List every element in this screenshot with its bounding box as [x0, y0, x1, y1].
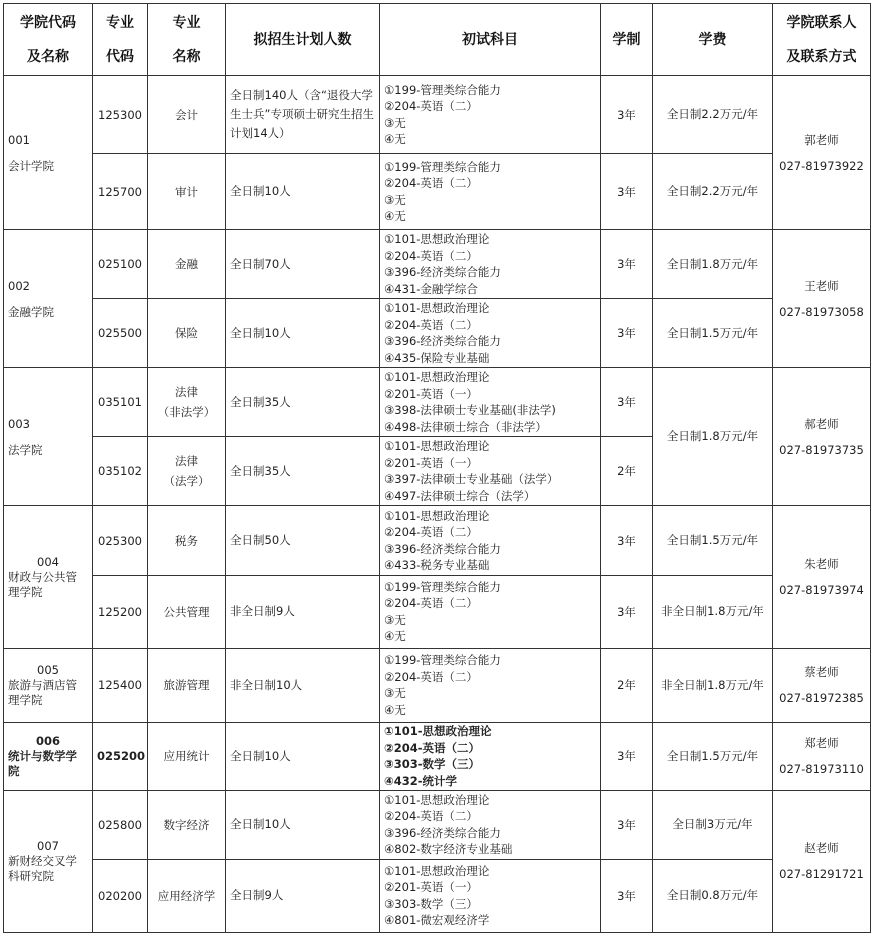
college-code: 004 [37, 554, 59, 569]
subject-item: ①101-思想政治理论 [384, 863, 490, 878]
subject-item: ③无 [384, 192, 406, 207]
plan-cell: 非全日制9人 [226, 575, 380, 648]
college-name: 新财经交叉学科研究院 [8, 853, 77, 883]
subject-item: ②204-英语（二） [384, 99, 478, 114]
subjects-cell [380, 437, 601, 506]
subject-item: ①101-思想政治理论 [384, 439, 490, 454]
contact-phone: 027-81973110 [779, 762, 864, 777]
major-name: 保险 [148, 299, 226, 368]
college-code: 007 [37, 838, 59, 853]
college-code: 002 [8, 278, 30, 293]
contact-name: 王老师 [804, 278, 839, 293]
subject-item: ①101-思想政治理论 [384, 232, 490, 247]
fee-header: 学费 [653, 4, 773, 76]
subject-item: ①101-思想政治理论 [384, 792, 490, 807]
contact-cell [773, 648, 871, 722]
subject-item: ②204-英语（二） [384, 176, 478, 191]
major-code: 025800 [93, 790, 148, 859]
major-name: 税务 [148, 506, 226, 575]
contact-cell [773, 76, 871, 230]
college-code: 006 [35, 733, 60, 748]
major-code-header: 专业 代码 [93, 4, 148, 76]
major-code: 035102 [93, 437, 148, 506]
table-row [4, 76, 871, 154]
subject-item: ②201-英语（一） [384, 455, 478, 470]
duration-header: 学制 [601, 4, 653, 76]
subject-item: ④498-法律硕士综合（非法学） [384, 419, 547, 434]
table-row [4, 859, 871, 932]
plan-cell: 全日制35人 [226, 368, 380, 437]
fee-cell: 全日制2.2万元/年 [653, 154, 773, 230]
duration-cell: 3年 [601, 230, 653, 299]
subjects-cell [380, 506, 601, 575]
subject-item: ④802-数字经济专业基础 [384, 842, 513, 857]
table-row [4, 154, 871, 230]
duration-cell: 3年 [601, 722, 653, 790]
duration-cell: 3年 [601, 790, 653, 859]
table-row [4, 648, 871, 722]
subjects-cell [380, 154, 601, 230]
subject-item: ③396-经济类综合能力 [384, 265, 501, 280]
contact-name: 蔡老师 [804, 665, 839, 680]
college-header: 学院代码 及名称 [4, 4, 93, 76]
duration-cell: 3年 [601, 154, 653, 230]
table-row [4, 506, 871, 575]
major-code: 035101 [93, 368, 148, 437]
major-name: 会计 [148, 76, 226, 154]
subject-item: ①101-思想政治理论 [384, 370, 490, 385]
major-name: 公共管理 [148, 575, 226, 648]
major-code: 125400 [93, 648, 148, 722]
table-row [4, 790, 871, 859]
duration-cell: 3年 [601, 575, 653, 648]
duration-cell: 2年 [601, 648, 653, 722]
table-row [4, 299, 871, 368]
fee-cell: 全日制1.5万元/年 [653, 722, 773, 790]
fee-cell: 全日制0.8万元/年 [653, 859, 773, 932]
subject-item: ③396-经济类综合能力 [384, 334, 501, 349]
subjects-cell [380, 648, 601, 722]
subject-item: ①101-思想政治理论 [384, 301, 490, 316]
table-row [4, 722, 871, 790]
duration-cell: 3年 [601, 299, 653, 368]
subject-item: ③303-数学（三） [384, 757, 481, 772]
contact-cell [773, 790, 871, 932]
contact-header: 学院联系人 及联系方式 [773, 4, 871, 76]
contact-phone: 027-81972385 [779, 691, 864, 706]
subject-item: ②204-英语（二） [384, 740, 481, 755]
subject-item: ②204-英语（二） [384, 525, 478, 539]
subject-item: ②204-英语（二） [384, 669, 478, 684]
major-code: 025300 [93, 506, 148, 575]
duration-cell: 3年 [601, 76, 653, 154]
contact-phone: 027-81973974 [779, 583, 864, 598]
plan-cell: 全日制10人 [226, 299, 380, 368]
fee-cell: 全日制1.8万元/年 [653, 230, 773, 299]
subjects-cell [380, 790, 601, 859]
plan-cell: 全日制9人 [226, 859, 380, 932]
subject-item: ④801-微宏观经济学 [384, 913, 490, 928]
subject-item: ④无 [384, 702, 406, 717]
subjects-cell [380, 575, 601, 648]
subject-item: ③396-经济类综合能力 [384, 541, 501, 556]
subject-item: ②204-英语（二） [384, 809, 478, 824]
subject-item: ④无 [384, 209, 406, 224]
major-code: 020200 [93, 859, 148, 932]
exam-header: 初试科目 [380, 4, 601, 76]
college-cell [4, 230, 93, 368]
subject-item: ③无 [384, 115, 406, 130]
fee-cell: 全日制1.5万元/年 [653, 299, 773, 368]
subjects-cell [380, 76, 601, 154]
duration-cell: 3年 [601, 368, 653, 437]
fee-cell: 全日制1.8万元/年 [653, 368, 773, 506]
fee-cell: 全日制3万元/年 [653, 790, 773, 859]
college-code: 001 [8, 132, 30, 147]
subject-item: ②201-英语（一） [384, 386, 478, 401]
contact-name: 郝老师 [804, 416, 839, 431]
college-cell [4, 790, 93, 932]
subject-item: ④432-统计学 [384, 773, 458, 788]
plan-cell: 全日制10人 [226, 790, 380, 859]
subjects-cell [380, 368, 601, 437]
subject-item: ②204-英语（二） [384, 248, 478, 263]
college-name: 旅游与酒店管理学院 [8, 677, 77, 707]
subject-item: ④433-税务专业基础 [384, 558, 490, 572]
subjects-cell [380, 859, 601, 932]
college-name: 法学院 [8, 442, 43, 457]
major-code: 125700 [93, 154, 148, 230]
subject-item: ③303-数学（三） [384, 896, 478, 911]
major-name: 数字经济 [148, 790, 226, 859]
contact-phone: 027-81973735 [779, 442, 864, 457]
subject-item: ②204-英语（二） [384, 317, 478, 332]
table-row [4, 230, 871, 299]
major-name: 法律 （非法学） [148, 368, 226, 437]
subject-item: ①101-思想政治理论 [384, 508, 490, 523]
college-name: 财政与公共管理学院 [8, 569, 77, 599]
college-cell [4, 722, 93, 790]
college-cell [4, 648, 93, 722]
plan-header: 拟招生计划人数 [226, 4, 380, 76]
duration-cell: 2年 [601, 437, 653, 506]
major-code: 025200 [93, 722, 148, 790]
major-name: 金融 [148, 230, 226, 299]
fee-cell: 非全日制1.8万元/年 [653, 648, 773, 722]
header-row [4, 4, 871, 76]
contact-cell [773, 230, 871, 368]
plan-cell: 全日制35人 [226, 437, 380, 506]
plan-cell: 全日制10人 [226, 154, 380, 230]
college-name: 统计与数学学院 [8, 748, 77, 778]
duration-cell: 3年 [601, 859, 653, 932]
contact-name: 郭老师 [804, 132, 839, 147]
table-row [4, 368, 871, 437]
contact-phone: 027-81973058 [779, 304, 864, 319]
fee-cell: 全日制1.5万元/年 [653, 506, 773, 575]
subject-item: ③396-经济类综合能力 [384, 825, 501, 840]
subject-item: ①199-管理类综合能力 [384, 579, 501, 594]
contact-name: 赵老师 [804, 841, 839, 856]
plan-cell: 全日制10人 [226, 722, 380, 790]
contact-cell [773, 368, 871, 506]
major-code: 025100 [93, 230, 148, 299]
contact-name: 朱老师 [804, 557, 839, 572]
subjects-cell [380, 299, 601, 368]
subject-item: ①199-管理类综合能力 [384, 159, 501, 174]
contact-cell [773, 722, 871, 790]
college-cell [4, 506, 93, 648]
major-name: 应用统计 [148, 722, 226, 790]
subject-item: ③无 [384, 612, 406, 627]
college-cell [4, 76, 93, 230]
plan-cell: 全日制70人 [226, 230, 380, 299]
major-name: 审计 [148, 154, 226, 230]
subject-item: ③398-法律硕士专业基础(非法学) [384, 403, 556, 418]
college-code: 003 [8, 416, 30, 431]
subjects-cell [380, 722, 601, 790]
college-code: 005 [37, 662, 59, 677]
college-name: 会计学院 [8, 158, 54, 173]
table-row [4, 575, 871, 648]
plan-cell: 非全日制10人 [226, 648, 380, 722]
subject-item: ④497-法律硕士综合（法学） [384, 488, 536, 503]
subject-item: ③无 [384, 686, 406, 701]
major-code: 125300 [93, 76, 148, 154]
college-cell [4, 368, 93, 506]
plan-cell: 全日制140人（含“退役大学生士兵”专项硕士研究生招生计划14人） [226, 76, 380, 154]
subject-item: ①199-管理类综合能力 [384, 82, 501, 97]
contact-name: 郑老师 [804, 736, 839, 751]
admissions-table [3, 3, 871, 933]
subject-item: ②204-英语（二） [384, 596, 478, 611]
contact-phone: 027-81973922 [779, 158, 864, 173]
major-name: 旅游管理 [148, 648, 226, 722]
subject-item: ④无 [384, 629, 406, 644]
subject-item: ④431-金融学综合 [384, 281, 478, 296]
fee-cell: 全日制2.2万元/年 [653, 76, 773, 154]
major-name-header: 专业 名称 [148, 4, 226, 76]
subject-item: ②201-英语（一） [384, 880, 478, 895]
subject-item: ①101-思想政治理论 [384, 724, 492, 739]
major-name: 应用经济学 [148, 859, 226, 932]
subject-item: ③397-法律硕士专业基础（法学） [384, 472, 559, 487]
college-name: 金融学院 [8, 304, 54, 319]
subject-item: ④435-保险专业基础 [384, 350, 490, 365]
subject-item: ④无 [384, 132, 406, 147]
contact-phone: 027-81291721 [779, 867, 864, 882]
major-code: 125200 [93, 575, 148, 648]
major-code: 025500 [93, 299, 148, 368]
major-name: 法律 （法学） [148, 437, 226, 506]
contact-cell [773, 506, 871, 648]
subject-item: ①199-管理类综合能力 [384, 653, 501, 668]
duration-cell: 3年 [601, 506, 653, 575]
fee-cell: 非全日制1.8万元/年 [653, 575, 773, 648]
subjects-cell [380, 230, 601, 299]
plan-cell: 全日制50人 [226, 506, 380, 575]
